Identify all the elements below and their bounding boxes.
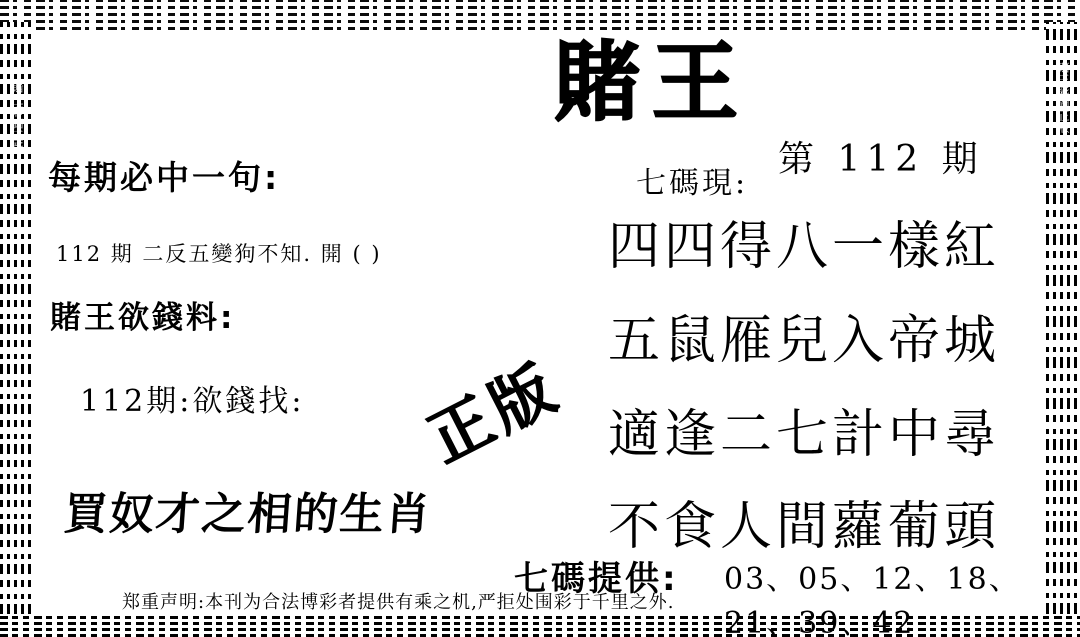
left-highlight-text: 買奴才之相的生肖 <box>61 489 434 540</box>
decorative-border-right <box>1046 22 1080 614</box>
issue-number: 第 112 期 <box>778 139 984 180</box>
numbers-list: 03、05、12、18、21、39、42 <box>724 562 1021 637</box>
right-label: 七碼現: <box>636 166 749 201</box>
left-text-line-2: 112期:欲錢找: <box>80 384 305 419</box>
authenticity-stamp: 正版 <box>417 349 572 477</box>
verse-line: 適逢二七計中尋 <box>608 405 1001 465</box>
verse-line: 五鼠雁兒入帝城 <box>608 311 1001 371</box>
border-label-left: 賭王彩圖正版 <box>11 82 24 154</box>
decorative-border-left <box>0 22 34 614</box>
left-heading-2: 賭王欲錢料: <box>50 300 236 336</box>
border-label-right: 賭王彩圖正版 <box>1057 62 1070 134</box>
left-text-line-1: 112 期 二反五變狗不知. 開 ( ) <box>56 242 382 266</box>
verse-line: 四四得八一樣紅 <box>608 217 1001 277</box>
page-title: 賭王 <box>554 33 750 133</box>
verse-line: 不食人間蘿葡頭 <box>608 497 1001 557</box>
numbers-label: 七碼提供: <box>514 559 679 599</box>
disclaimer-text: 郑重声明:本刊为合法博彩者提供有乘之机,严拒处围彩于千里之外. <box>122 592 675 613</box>
poster-content <box>36 26 1044 637</box>
left-heading-1: 每期必中一句: <box>48 158 281 197</box>
